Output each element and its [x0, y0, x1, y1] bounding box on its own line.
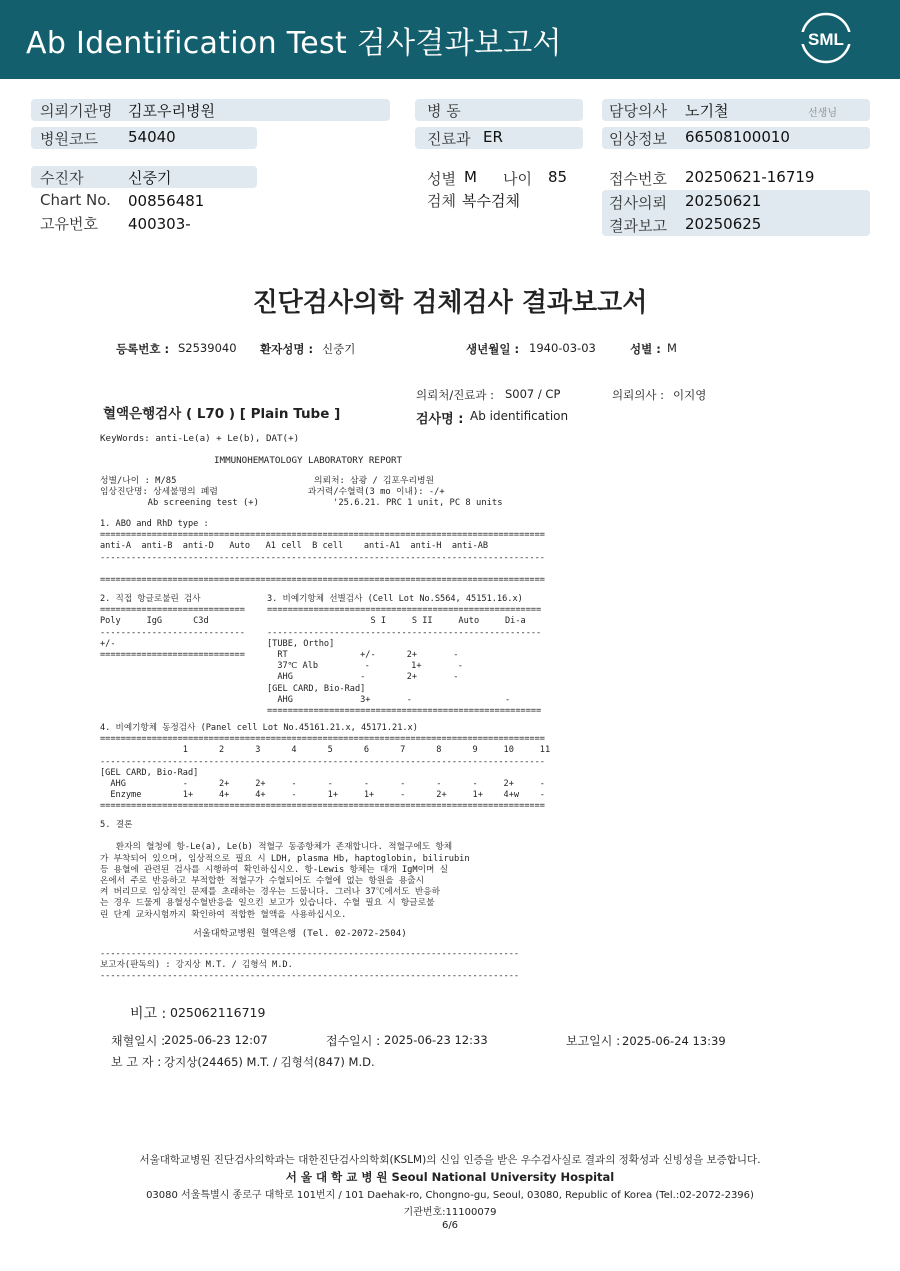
- panel-block: 4. 비예기항체 동정검사 (Panel cell Lot No.45161.21.x, 45171.21.x) ====================================================================================== 1 2 3 4 5 6 7 8 9 10 11 -------------------------------------------------------------------------------------- [GEL CARD, Bio-Rad] AHG - 2+ 2+ - - - - - - 2+ - Enzyme 1+ 4+ 4+ - 1+ 1+ - 2+ 1+ 4+w - ======================================================================================: [100, 723, 551, 812]
- conclusion-block: 5. 결론 환자의 혈청에 항-Le(a), Le(b) 적혈구 동종항체가 존재합니다. 적혈구에도 항체 가 부착되어 있으며, 임상적으로 필요 시 LDH, plasma Hb, haptoglobin, bilirubin 등 용혈에 관련된 검사를 시행하여 확인하십시오. 항-Lewis 항체는 대개 IgM이며 실 온에서 주로 반응하고 부적합한 적혈구가 수혈되어도 수혈에 없는 항원을 용출시 켜 버리므로 임상적인 문제를 초래하는 경우는 드뭅니다. 그러나 37℃에서도 반응하 는 경우 드물게 용혈성수혈반응을 일으킨 보고가 있습니다. 수혈 필요 시 항글로불 린 단계 교차시험까지 확인하여 적합한 혈액을 사용하십시오.: [100, 820, 470, 920]
- footer-certification: 서울대학교병원 진단검사의학과는 대한진단검사의학회(KSLM)의 신임 인증을 받은 우수검사실로 결과의 정확성과 신빙성을 보증합니다.: [139, 1154, 761, 1166]
- info-block: 성별/나이 : M/85 의뢰처: 삼광 / 김포우리병원 임상진단명: 상세불명의 폐렴 과거력/수혈력(3 mo 이내): -/+ Ab screening test (+) '25.6.21. PRC 1 unit, PC 8 units: [100, 476, 503, 509]
- clinical-label: 임상정보: [609, 130, 667, 148]
- institution-label: 의뢰기관명: [40, 102, 113, 120]
- hosp-code-label: 병원코드: [40, 130, 98, 148]
- keywords: KeyWords: anti-Le(a) + Le(b), DAT(+): [100, 433, 300, 444]
- hosp-code-value: 54040: [128, 128, 176, 146]
- doctor-suffix: 선생님: [808, 108, 837, 119]
- document-title: Ab Identification Test 검사결과보고서: [26, 26, 562, 61]
- report-time-value: 2025-06-24 13:39: [622, 1034, 726, 1048]
- patient-name-label: 환자성명 :: [260, 342, 314, 356]
- name-label: 수진자: [40, 169, 84, 187]
- doctor-label: 담당의사: [609, 102, 667, 120]
- ward-label: 병 동: [427, 102, 461, 120]
- specimen-value: 복수검체: [462, 192, 520, 210]
- dob-label: 생년월일 :: [466, 342, 520, 356]
- abo-block: 1. ABO and RhD type : ====================================================================================== anti-A anti-B anti-D Auto A1 cell B cell anti-A1 anti-H anti-AB -------------------------------------------------------------------------------------- ======================================================================================: [100, 519, 545, 586]
- remark-value: 025062116719: [170, 1005, 266, 1020]
- report-title: 진단검사의학 검체검사 결과보고서: [252, 288, 648, 318]
- report-sex-value: M: [667, 341, 677, 355]
- age-value: 85: [548, 168, 568, 186]
- receipt-value: 20250621-16719: [685, 168, 815, 186]
- institution-value: 김포우리병원: [128, 102, 215, 120]
- age-label: 나이: [503, 170, 532, 188]
- uid-value: 400303-: [128, 215, 191, 233]
- chart-label: Chart No.: [40, 191, 111, 209]
- ref-dept-label: 의뢰처/진료과 :: [416, 388, 495, 402]
- remark-label: 비고 :: [130, 1006, 167, 1022]
- logo-text: SML: [808, 30, 844, 49]
- collect-value: 2025-06-23 12:07: [164, 1033, 268, 1047]
- sex-label: 성별: [427, 170, 456, 188]
- screen-block: 3. 비예기항체 선별검사 (Cell Lot No.S564, 45151.16.x) ===================================================== S I S II Auto Di-a ----------------------------------------------------- [TUBE, Ortho] RT +/- 2+ - 37℃ Alb - 1+ - AHG - 2+ - [GEL CARD, Bio-Rad] AHG 3+ - - =====================================================: [267, 594, 542, 717]
- test-name-label: 검사명 :: [416, 412, 464, 427]
- reg-value: S2539040: [178, 341, 237, 355]
- footer-address: 03080 서울특별시 종로구 대학로 101번지 / 101 Daehak-ro, Chongno-gu, Seoul, 03080, Republic of Korea (Tel.:02-2072-2396): [146, 1190, 754, 1201]
- request-value: 20250621: [685, 192, 762, 210]
- dat-block: 2. 직접 항글로불린 검사 ============================ Poly IgG C3d ---------------------------- +/- ============================: [100, 594, 245, 661]
- reporter-label: 보 고 자 :: [111, 1055, 162, 1069]
- reporter-block: --------------------------------------------------------------------------------- 보고자(판독의) : 강지상 M.T. / 김형석 M.D. ---------------------------------------------------------------------------------: [100, 949, 520, 982]
- section-title: 혈액은행검사 ( L70 ) [ Plain Tube ]: [103, 406, 341, 422]
- lab-heading: IMMUNOHEMATOLOGY LABORATORY REPORT: [214, 455, 403, 466]
- ref-doc-value: 이지영: [673, 388, 707, 402]
- uid-label: 고유번호: [40, 215, 98, 233]
- footer-hospital: 서 울 대 학 교 병 원 Seoul National University Hospital: [285, 1170, 615, 1184]
- footer-institution-no: 기관번호:11100079: [403, 1207, 497, 1218]
- reg-label: 등록번호 :: [116, 342, 170, 356]
- accept-label: 접수일시 :: [326, 1034, 381, 1048]
- test-name-value: Ab identification: [470, 409, 569, 423]
- blood-bank-line: 서울대학교병원 혈액은행 (Tel. 02-2072-2504): [193, 928, 407, 939]
- dept-label: 진료과: [427, 130, 471, 148]
- report-value: 20250625: [685, 215, 762, 233]
- dob-value: 1940-03-03: [529, 341, 596, 355]
- clinical-value: 66508100010: [685, 128, 790, 146]
- specimen-label: 검체: [427, 192, 456, 210]
- header-bar: [0, 0, 900, 79]
- sex-value: M: [464, 168, 477, 186]
- chart-value: 00856481: [128, 192, 205, 210]
- receipt-label: 접수번호: [609, 170, 667, 188]
- doctor-value: 노기철: [685, 102, 729, 120]
- sml-logo-icon: [800, 12, 852, 64]
- request-label: 검사의뢰: [609, 194, 667, 212]
- collect-label: 채혈일시 :: [111, 1034, 166, 1048]
- report-label: 결과보고: [609, 217, 667, 235]
- report-time-label: 보고일시 :: [566, 1034, 621, 1048]
- patient-name-value: 신중기: [322, 342, 356, 356]
- report-sex-label: 성별 :: [630, 342, 661, 356]
- accept-value: 2025-06-23 12:33: [384, 1033, 488, 1047]
- reporter-value: 강지상(24465) M.T. / 김형석(847) M.D.: [164, 1055, 375, 1069]
- dept-value: ER: [483, 128, 503, 146]
- ref-doc-label: 의뢰의사 :: [612, 388, 664, 402]
- page-number: 6/6: [441, 1220, 459, 1231]
- name-value: 신중기: [128, 169, 172, 187]
- ref-dept-value: S007 / CP: [505, 387, 561, 401]
